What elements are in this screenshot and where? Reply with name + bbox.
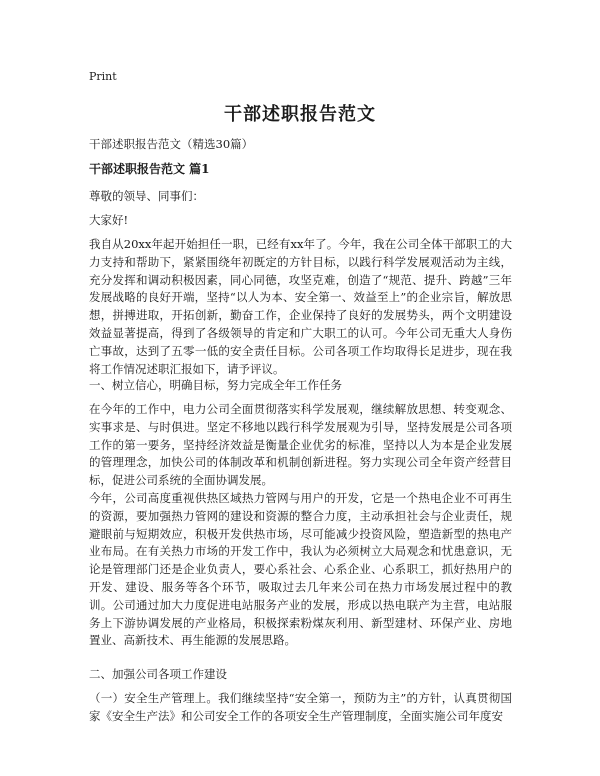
body-paragraph-1: 我自从20xx年起开始担任一职，已经有xx年了。今年，我在公司全体干部职工的大力支持和帮助下，紧紧围绕年初既定的方针目标，以践行科学发展观活动为主线，充分发挥和调动积极因素，同心同德，攻坚克难，创造了“规范、提升、跨越”三年发展战略的良好开端，坚持“以人为本、安全第一、效益至上”的企业宗旨，解放思想，拼搏进取，开拓创新，勤奋工作，企业保持了良好的发展势头，两个文明建设效益显著提高，得到了各级领导的肯定和广大职工的认可。今年公司无重大人身伤亡事故，达到了五零一低的安全责任目标。公司各项工作均取得长足进步，现在我将工作情况述职汇报如下，请予评议。 [89, 237, 512, 376]
greeting: 大家好! [89, 213, 129, 227]
body-paragraph-3: 今年，公司高度重视供热区域热力管网与用户的开发，它是一个热电企业不可再生的资源，要加强热力管网的建设和资源的整合力度，主动承担社会与企业责任，规避眼前与短期效应，积极开发供热市场，尽可能减少投资风险，塑造新型的热电产业布局。在有关热力市场的开发工作中，我认为必须树立大局观念和忧患意识，无论是管理部门还是企业负责人，要心系社会、心系企业、心系职工，抓好热用户的开发、建设、服务等各个环节，吸取过去几年来公司在热力市场发展过程中的教训。公司通过加大力度促进电站服务产业的发展，形成以热电联产为主营，电站服务上下游协调发展的产业格局，积极探索粉煤灰利用、新型建材、环保产业、房地置业、高新技术、再生能源的发展思路。 [89, 491, 512, 648]
body-paragraph-2: 在今年的工作中，电力公司全面贯彻落实科学发展观，继续解放思想、转变观念、实事求是、与时俱进。坚定不移地以践行科学发展观为引导，坚持发展是公司各项工作的第一要务，坚持经济效益是衡量企业优劣的标准，坚持以人为本是企业发展的管理理念，加快公司的体制改革和机制创新进程。努力实现公司全年资产经营目标，促进公司系统的全面协调发展。 [89, 402, 512, 488]
document-subtitle: 干部述职报告范文（精选30篇） [89, 137, 254, 151]
body-paragraph-4: （一）安全生产管理上。我们继续坚持“安全第一，预防为主”的方针，认真贯彻国家《安全生产法》和公司安全工作的各项安全生产管理制度，全面实施公司年度安 [89, 691, 512, 723]
page-title: 干部述职报告范文 [224, 104, 376, 125]
heading-section-2: 二、加强公司各项工作建设 [89, 667, 227, 681]
salutation: 尊敬的领导、同事们： [89, 189, 204, 203]
section-heading: 干部述职报告范文 篇1 [89, 162, 210, 176]
print-label[interactable]: Print [89, 70, 117, 83]
heading-section-1: 一、树立信心，明确目标，努力完成全年工作任务 [89, 378, 342, 392]
